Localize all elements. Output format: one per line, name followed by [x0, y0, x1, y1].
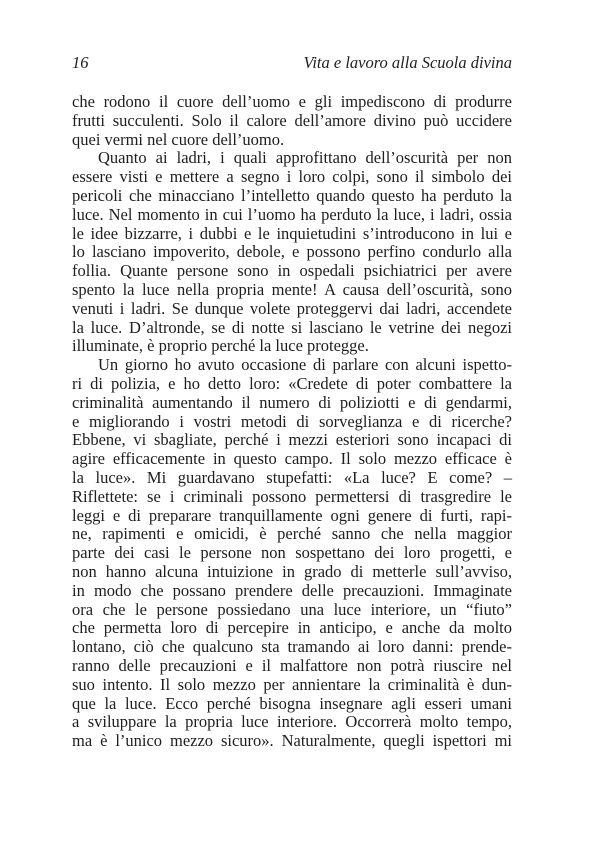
text-line: venuti i ladri. Se dunque volete proteggervi dai ladri, accendete	[72, 298, 512, 318]
text-line: Ebbene, vi sbagliate, perché i mezzi esteriori sono incapaci di	[72, 430, 512, 450]
text-line: frutti succulenti. Solo il calore dell’amore divino può uccidere	[72, 110, 512, 130]
paragraph	[72, 356, 512, 751]
page-body	[72, 93, 512, 751]
text-line: ma è l’unico mezzo sicuro». Naturalmente, quegli ispettori mi	[72, 731, 512, 751]
text-line: spento la luce nella propria mente! A causa dell’oscurità, sono	[72, 279, 512, 299]
text-line: a sviluppare la propria luce interiore. Occorrerà molto tempo,	[72, 712, 512, 732]
paragraph	[72, 149, 512, 356]
text-line: non hanno alcuna intuizione in grado di metterle sull’avviso,	[72, 561, 512, 581]
text-line: la luce. D’altronde, se di notte si lasciano le vetrine dei negozi	[72, 317, 512, 337]
text-line: essere visti e mettere a segno i loro colpi, sono il simbolo dei	[72, 167, 512, 187]
text-line: criminalità aumentando il numero di poliziotti e di gendarmi,	[72, 392, 512, 412]
text-line: ne, rapimenti e omicidi, è perché sanno che nella maggior	[72, 524, 512, 544]
text-line: che permetta loro di percepire in anticipo, e anche da molto	[72, 618, 512, 638]
text-line: lontano, ciò che qualcuno sta tramando ai loro danni: prende-	[72, 637, 512, 657]
text-line: in modo che possano prendere delle precauzioni. Immaginate	[72, 580, 512, 600]
text-line: illuminate, è proprio perché la luce protegge.	[72, 336, 369, 356]
text-line: pericoli che minacciano l’intelletto quando questo ha perduto la	[72, 185, 512, 205]
text-line: ora che le persone possiedano una luce interiore, un “fiuto”	[72, 599, 512, 619]
text-line: le idee bizzarre, i dubbi e le inquietudini s’introducono in lui e	[72, 223, 512, 243]
page-header	[72, 54, 512, 73]
text-line: che rodono il cuore dell’uomo e gli impediscono di produrre	[72, 92, 512, 111]
text-line: que la luce. Ecco perché bisogna insegnare agli esseri umani	[72, 693, 512, 713]
text-line: e migliorando i vostri metodi di sorveglianza e di ricerche?	[72, 411, 512, 431]
text-line: parte dei casi le persone non sospettano dei loro progetti, e	[72, 543, 512, 563]
text-line: la luce». Mi guardavano stupefatti: «La luce? E come? –	[72, 467, 512, 487]
text-line: Quanto ai ladri, i quali approfittano dell’oscurità per non	[98, 148, 512, 168]
paragraph	[72, 93, 512, 149]
text-line: Riflettete: se i criminali possono permettersi di trasgredire le	[72, 486, 512, 506]
text-line: suo intento. Il solo mezzo per annientare la criminalità è dun-	[72, 674, 512, 694]
text-line: quei vermi nel cuore dell’uomo.	[72, 129, 285, 149]
text-line: luce. Nel momento in cui l’uomo ha perduto la luce, i ladri, ossia	[72, 204, 512, 224]
text-line: agire efficacemente in questo campo. Il solo mezzo efficace è	[72, 449, 512, 469]
text-line: Un giorno ho avuto occasione di parlare con alcuni ispetto-	[98, 355, 512, 375]
text-line: ri di polizia, e ho detto loro: «Credete di poter combattere la	[72, 373, 512, 393]
text-line: follia. Quante persone sono in ospedali psichiatrici per avere	[72, 261, 512, 281]
text-line: leggi e di preparare tranquillamente ogni genere di furti, rapi-	[72, 505, 512, 525]
running-title: Vita e lavoro alla Scuola divina	[303, 53, 512, 72]
text-line: lo lasciano impoverito, debole, e possono perfino condurlo alla	[72, 242, 512, 262]
text-line: ranno delle precauzioni e il malfattore non potrà riuscire nel	[72, 655, 512, 675]
page-number: 16	[72, 53, 89, 72]
